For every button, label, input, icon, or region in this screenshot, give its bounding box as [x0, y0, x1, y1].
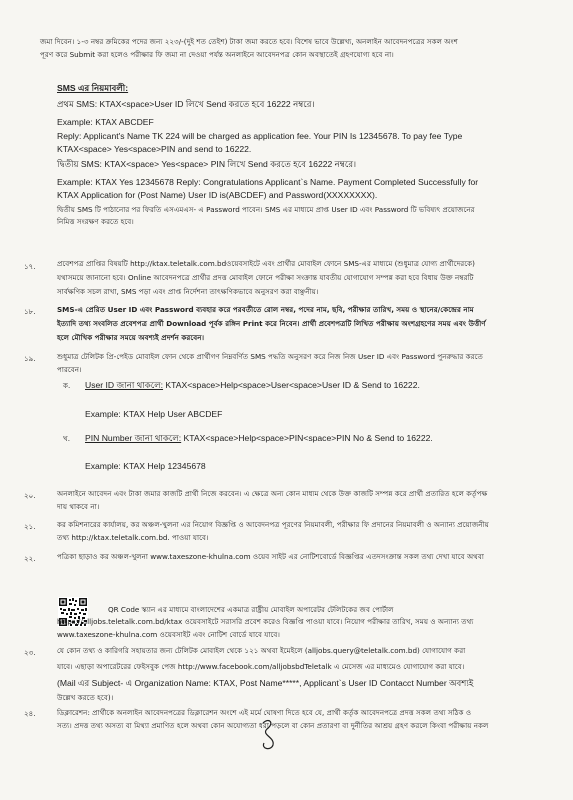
item-24-line: ডিক্লারেশন: প্রার্থীকে অনলাইন আবেদনপত্রের ডিক্লারেশন অংশে এই মর্মে ঘোষণা দিতে হবে যে, প্রার্থী কর্তৃক আবেদনপত্রে প্রদত্ত সকল তথ্য সঠিক ও — [57, 708, 472, 717]
item-17-line: সার্বক্ষণিক সচল রাখা, SMS পড়া এবং প্রাপ্ত নির্দেশনা তাৎক্ষণিকভাবে অনুসরণ করা বাঞ্ছনীয়। — [57, 287, 319, 296]
item-24-line: সত্য। প্রদত্ত তথ্য অসত্য বা মিথ্যা প্রমাণিত হলে অথবা কোন অযোগ্যতা ধরা পড়লে বা কোন প্রতারণা বা দুর্নীতির আশ্রয় গ্রহণ করলে কিংবা পরীক্ষায় নকল — [57, 721, 489, 730]
paragraph-line: জমা দিবেন। ১-৩ নম্বর ক্রমিকের পদের জন্য ২২৩/-(দুই শত তেইশ) টাকা জমা করতে হবে। বিশেষ ভাবে উল্লেখ্য, অনলাইন আবেদনপত্রের সকল অংশ — [40, 37, 458, 46]
item-21-line: কর কমিশনারের কার্যালয়, কর অঞ্চল-খুলনা এর নিয়োগ বিজ্ঞপ্তি ও আবেদনপত্র পূরণের নিয়মাবলী, পরীক্ষার ফি প্রদানের নিয়মাবলী ও অন্যান্য প্রয়োজনীয় — [57, 520, 489, 529]
item-number: ২২. — [24, 554, 36, 563]
sms-note: দ্বিতীয় SMS টি পাঠানোর পর ফিরতি এসএমএস- এ Password পাবেন। SMS এর মাধ্যমে প্রাপ্ত User ID এবং Password টি ভবিষ্যৎ প্রয়োজনের — [57, 205, 475, 214]
sms-rules-heading: SMS এর নিয়মাবলী: — [57, 83, 129, 93]
sms-first: প্রথম SMS: KTAX<space>User ID লিখে Send করতে হবে 16222 নম্বরে। — [57, 99, 315, 109]
user-id-example: Example: KTAX Help User ABCDEF — [85, 409, 223, 419]
item-19-line: পারবেন। — [57, 365, 82, 374]
item-23-line: উল্লেখ করতে হবে)। — [57, 693, 114, 702]
item-22-line: পত্রিকা ছাড়াও কর অঞ্চল-খুলনা www.taxeszone-khulna.com ওয়েব সাইট এর নোটিশবোর্ডে বিজ্ঞপ্তির এতদসংক্রান্ত সকল তথ্য দেখা যাবে অথবা — [57, 552, 484, 561]
item-number: ২৩. — [24, 648, 36, 657]
sms-example-2: Example: KTAX Yes 12345678 Reply: Congratulations Applicant`s Name. Payment Completed Successfully for — [57, 177, 479, 187]
pin-recovery — [85, 433, 433, 443]
item-18-line: SMS-এ প্রেরিত User ID এবং Password ব্যবহার করে পরবর্তীতে রোল নম্বর, পদের নাম, ছবি, পরীক্ষার তারিখ, সময় ও স্থানের/কেন্দ্রের নাম — [57, 305, 474, 314]
item-17-line: প্রবেশপত্র প্রাপ্তির বিষয়টি http://ktax.teletalk.com.bdওয়েবসাইটে এবং প্রার্থীর মোবাইল ফোনে SMS-এর মাধ্যমে (শুধুমাত্র যোগ্য প্রার্থীদেরকে) — [57, 259, 475, 268]
sms-example-1: Example: KTAX ABCDEF — [57, 117, 154, 127]
item-22-line: https://alljobs.teletalk.com.bd/ktax ওয়েবসাইটে সরাসরি প্রবেশ করেও বিজ্ঞপ্তি পাওয়া যাবে। নিয়োগ পরীক্ষার তারিখ, সময় ও অন্যান্য তথ্য — [57, 617, 474, 626]
item-18-line: হলে মৌখিক পরীক্ষার সময়ে অবশ্যই প্রদর্শন করবেন। — [57, 333, 205, 342]
item-18-line: ইত্যাদি তথ্য সংবলিত প্রবেশপত্র প্রার্থী Download পূর্বক রঙ্গিন Print করে নিবেন। প্রার্থী প্রবেশপত্রটি লিখিত পরীক্ষায় অংশগ্রহণের সময় এবং উত্তীর্ণ — [57, 319, 486, 328]
item-20-line: অনলাইনে আবেদন এবং টাকা জমার কাজটি প্রার্থী নিজে করবেন। এ ক্ষেত্রে অন্য কোন মাধ্যম থেকে উক্ত কাজটি সম্পন্ন করে প্রার্থী প্রতারিত হলে কর্তৃপক্ষ — [57, 489, 488, 498]
pin-example: Example: KTAX Help 12345678 — [85, 461, 206, 471]
sms-reply-1: Reply: Applicant's Name TK 224 will be charged as application fee. Your PIN Is 12345678. To pay fee Type — [57, 131, 463, 141]
subitem-label: ক. — [63, 381, 71, 390]
item-17-line: যথাসময়ে জানানো হবে। Online আবেদনপত্রে প্রার্থীর প্রদত্ত মোবাইল ফোনে পরীক্ষা সংক্রান্ত যাবতীয় যোগাযোগ সম্পন্ন করা হবে বিধায় উক্ত নম্বরটি — [57, 273, 474, 282]
sms-second: দ্বিতীয় SMS: KTAX<space> Yes<space> PIN লিখে Send করতে হবে 16222 নম্বরে। — [57, 159, 357, 169]
user-id-recovery-label: User ID জানা থাকলে: — [85, 380, 164, 390]
user-id-recovery — [85, 380, 420, 390]
item-23-line: (Mail এর Subject- এ Organization Name: KTAX, Post Name*****, Applicant`s User ID Contacct Number অবশ্যই — [57, 678, 474, 688]
pin-recovery-text: KTAX<space>Help<space>PIN<space>PIN No & Send to 16222. — [181, 433, 433, 443]
handwritten-page-mark — [255, 715, 285, 755]
item-number: ২০. — [24, 491, 36, 500]
sms-reply-1-cont: KTAX<space> Yes<space>PIN and send to 16222. — [57, 144, 252, 154]
item-19-line: শুধুমাত্র টেলিটক প্রি-পেইড মোবাইল ফোন থেকে প্রার্থীগণ নিম্নবর্ণিত SMS পদ্ধতি অনুসরণ করে নিজ নিজ User ID এবং Password পুনরুদ্ধার করতে — [57, 352, 483, 361]
item-21-line: তথ্য http://ktax.teletalk.com.bd. পাওয়া যাবে। — [57, 533, 209, 542]
sms-note-cont: নিমিত্ত সংরক্ষণ করতে হবে। — [57, 217, 134, 226]
user-id-recovery-text: KTAX<space>Help<space>User<space>User ID & Send to 16222. — [163, 380, 420, 390]
item-number: ১৯. — [24, 354, 36, 363]
item-number: ২৪. — [24, 709, 36, 718]
item-number: ১৮. — [24, 307, 36, 316]
item-22-line: QR Code স্ক্যান এর মাধ্যমে বাংলাদেশের একমাত্র রাষ্ট্রীয় মোবাইল অপারেটর টেলিটকের জব পোর্টাল — [108, 605, 394, 614]
paragraph-line: পূরণ করে Submit করা হলেও পরীক্ষার ফি জমা না দেওয়া পর্যন্ত অনলাইনে আবেদনপত্র কোন অবস্থাতেই গ্রহণযোগ্য হবে না। — [40, 50, 394, 59]
sms-example-2-cont: KTAX Application for (Post Name) User ID is(ABCDEF) and Password(XXXXXXXX). — [57, 190, 378, 200]
item-22-line: www.taxeszone-khulna.com ওয়েবসাইট এবং নোটিশ বোর্ডে যাবে যাবে। — [57, 630, 280, 639]
item-number: ১৭. — [24, 262, 36, 271]
subitem-label: খ. — [63, 434, 71, 443]
item-20-line: দায় থাকবে না। — [57, 502, 100, 511]
item-23-line: যে কোন তথ্য ও কারিগরি সহায়তার জন্য টেলিটক মোবাইল থেকে ১২১ অথবা ইমেইলে (alljobs.query@teletalk.com.bd) যোগাযোগ করা — [57, 646, 466, 655]
item-23-line: যাবে। এছাড়া অপারেটরের ফেইসবুক পেজ http://www.facebook.com/alljobsbdTeletalk এ মেসেজ এর মাধ্যমেও যোগাযোগ করা যাবে। — [57, 662, 465, 671]
pin-recovery-label: PIN Number জানা থাকলে: — [85, 433, 182, 443]
item-number: ২১. — [24, 522, 36, 531]
